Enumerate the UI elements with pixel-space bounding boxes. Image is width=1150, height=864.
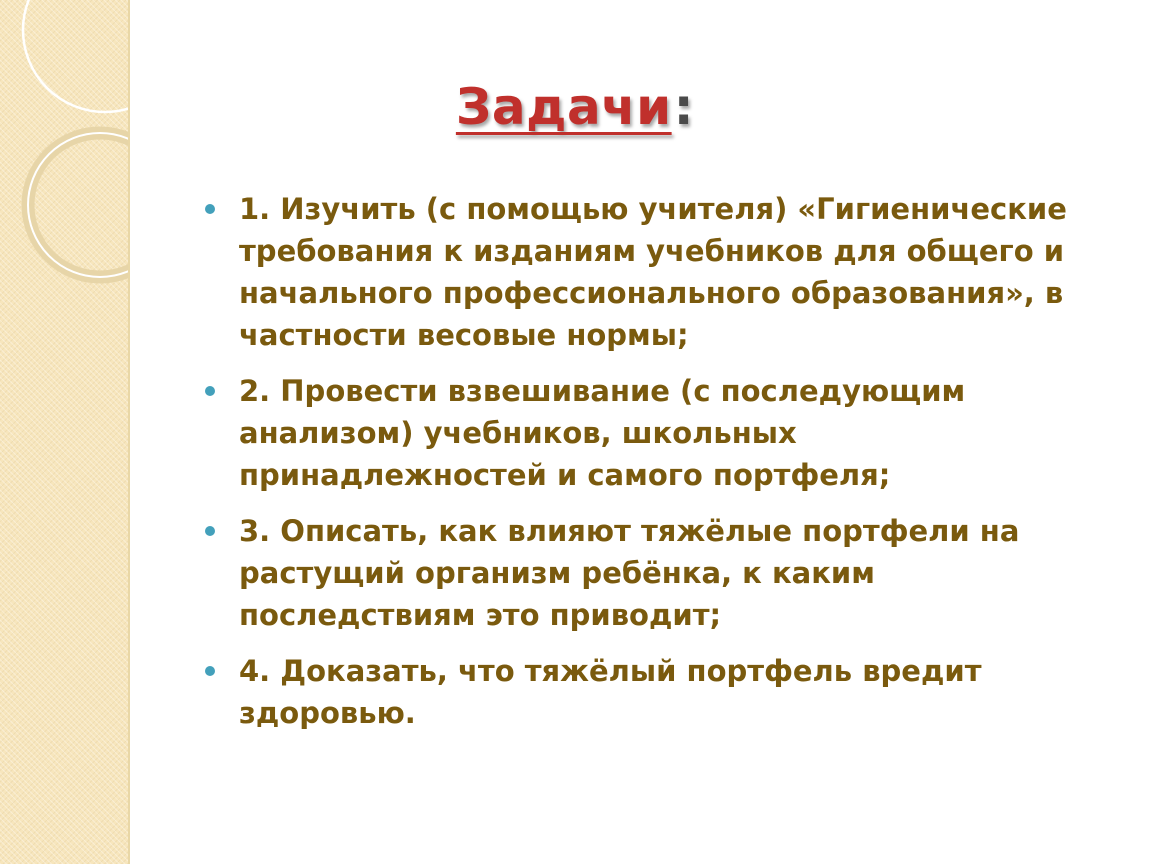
title-colon: : xyxy=(673,78,695,136)
bullet-icon xyxy=(205,666,215,676)
task-list xyxy=(200,188,1100,748)
task-item xyxy=(200,188,1100,356)
task-text: 2. Провести взвешивание (с последующим анализом) учебников, школьных принадлежностей и самого портфеля; xyxy=(239,374,966,492)
title-text: Задачи xyxy=(455,78,672,136)
task-item xyxy=(200,370,1100,496)
bullet-icon xyxy=(205,204,215,214)
task-text: 4. Доказать, что тяжёлый портфель вредит здоровью. xyxy=(239,654,982,730)
decorative-circles-icon xyxy=(0,0,128,300)
bullet-icon xyxy=(205,526,215,536)
task-text: 3. Описать, как влияют тяжёлые портфели на растущий организм ребёнка, к каким последствиям это приводит; xyxy=(239,514,1020,632)
task-item xyxy=(200,510,1100,636)
task-item xyxy=(200,650,1100,734)
slide-title xyxy=(456,78,694,136)
task-text: 1. Изучить (с помощью учителя) «Гигиенические требования к изданиям учебников для общего и начального профессионального образования», в частности весовые нормы; xyxy=(239,192,1067,352)
title-container xyxy=(0,78,1150,136)
bullet-icon xyxy=(205,386,215,396)
